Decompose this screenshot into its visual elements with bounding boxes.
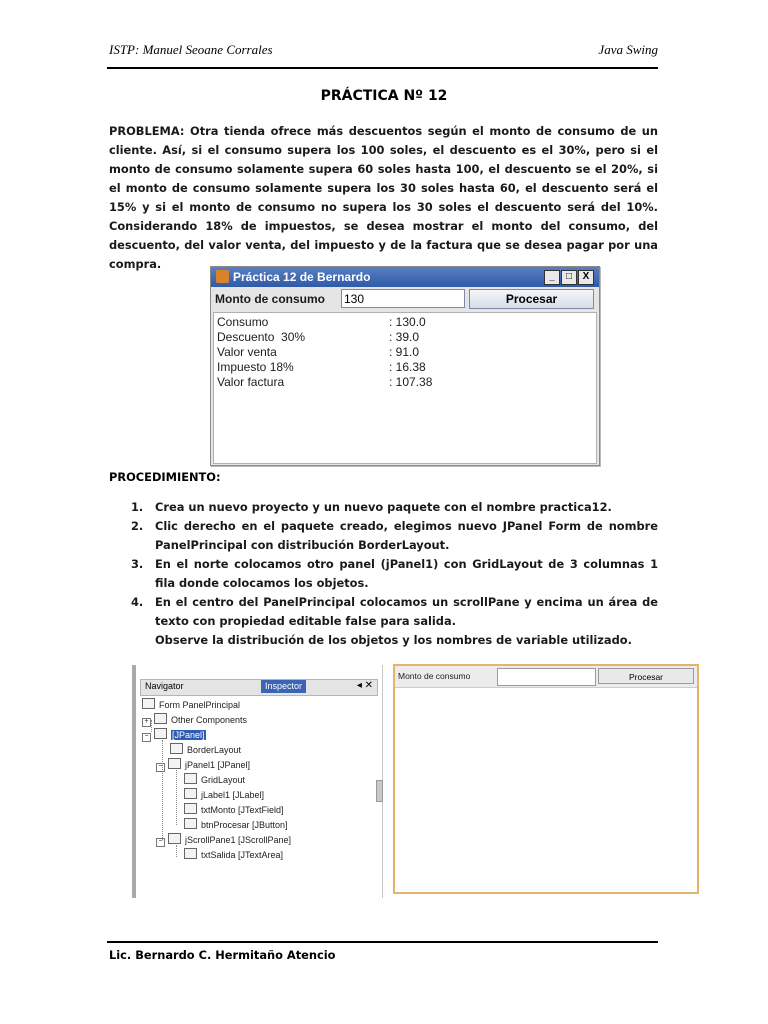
procedure-step [131, 593, 658, 631]
observe-note: Observe la distribución de los objetos y los nombres de variable utilizado. [155, 633, 632, 647]
minimize-button[interactable]: _ [544, 270, 560, 285]
header-right: Java Swing [598, 42, 658, 57]
output-key: Descuento 30% [217, 330, 306, 344]
inspector-panel [132, 665, 383, 898]
panel-icon [154, 728, 167, 739]
tree-item[interactable]: txtMonto [JTextField] [184, 803, 284, 817]
button-icon [184, 818, 197, 829]
header-rule [107, 67, 658, 69]
procedure-step [131, 498, 658, 517]
tree-item[interactable]: GridLayout [184, 773, 245, 787]
panel-icon [168, 758, 181, 769]
page-title: PRÁCTICA Nº 12 [320, 88, 448, 104]
layout-icon [170, 743, 183, 754]
problem-text: Otra tienda ofrece más descuentos según el monto de consumo de un cliente. Así, si el consumo supera los 100 soles, el descuento es el 30%, pero si el monto de consumo solamente supera 60 soles hasta 100, el descuento se el 20%, si el monto de consumo solamente supera los 30 soles hasta 60, el descuento será el 15% y si el monto de consumo no supera los 30 soles el descuento será del 10%. Considerando 18% de impuestos, se desea mostrar el monto del consumo, del descuento, del valor venta, del impuesto y de la factura que se desea pagar por una compra. [109, 124, 658, 271]
step-number: 2. [131, 519, 144, 533]
procedure-steps [131, 498, 658, 650]
window-titlebar [211, 267, 599, 287]
scrollpane-icon [168, 833, 181, 844]
monto-input[interactable]: 130 [341, 289, 465, 308]
form-preview [393, 664, 699, 894]
output-key: Valor factura [217, 375, 285, 389]
form-monto-label: Monto de consumo [398, 671, 471, 681]
form-monto-input[interactable] [497, 668, 596, 686]
java-window [210, 266, 600, 466]
header-left: ISTP: Manuel Seoane Corrales [109, 42, 273, 57]
collapse-icon[interactable]: − [142, 733, 151, 742]
tree-item[interactable]: txtSalida [JTextArea] [184, 848, 283, 862]
input-row [211, 287, 599, 311]
tree-item[interactable]: btnProcesar [JButton] [184, 818, 288, 832]
step-number: 3. [131, 557, 144, 571]
output-value: : 39.0 [389, 330, 420, 344]
output-value: : 130.0 [389, 315, 426, 329]
tree-item[interactable]: − jScrollPane1 [JScrollPane] [156, 833, 291, 847]
label-icon [184, 788, 197, 799]
output-key: Impuesto 18% [217, 360, 294, 374]
tree-item[interactable]: jLabel1 [JLabel] [184, 788, 264, 802]
problem-label: PROBLEMA: [109, 124, 185, 138]
textfield-icon [184, 803, 197, 814]
step-number: 1. [131, 500, 144, 514]
form-procesar-button[interactable]: Procesar [598, 668, 694, 684]
footer-author: Lic. Bernardo C. Hermitaño Atencio [109, 948, 336, 962]
output-value: : 16.38 [389, 360, 426, 374]
inspector-tabbar [140, 679, 378, 696]
monto-label: Monto de consumo [215, 292, 325, 306]
collapse-icon[interactable]: − [156, 763, 165, 772]
window-title: Práctica 12 de Bernardo [233, 270, 371, 284]
tree-item[interactable]: − jPanel1 [JPanel] [156, 758, 250, 772]
tab-navigator[interactable]: Navigator [145, 681, 184, 691]
java-cup-icon [216, 270, 229, 283]
close-button[interactable]: X [578, 270, 594, 285]
components-icon [154, 713, 167, 724]
expand-icon[interactable]: + [142, 718, 151, 727]
tree-guide [162, 740, 163, 840]
step-text: Clic derecho en el paquete creado, elegimos nuevo JPanel Form de nombre PanelPrincipal con distribución BorderLayout. [155, 519, 658, 552]
output-value: : 91.0 [389, 345, 420, 359]
tree-item[interactable]: + Other Components [142, 713, 247, 727]
procedure-step [131, 555, 658, 593]
tree-item[interactable]: − [JPanel] [142, 728, 206, 742]
form-preview-row [395, 666, 697, 688]
output-textarea[interactable] [213, 312, 597, 464]
collapse-icon[interactable]: − [156, 838, 165, 847]
step-text: En el centro del PanelPrincipal colocamos un scrollPane y encima un área de texto con propiedad editable false para salida. [155, 595, 658, 628]
step-text: En el norte colocamos otro panel (jPanel1) con GridLayout de 3 columnas 1 fila donde colocamos los objetos. [155, 557, 658, 590]
procesar-button[interactable]: Procesar [469, 289, 594, 309]
output-key: Valor venta [217, 345, 277, 359]
tree-item[interactable]: Form PanelPrincipal [142, 698, 240, 712]
procedure-step [131, 517, 658, 555]
tree-guide [176, 770, 177, 825]
grid-icon [184, 773, 197, 784]
form-icon [142, 698, 155, 709]
step-number: 4. [131, 595, 144, 609]
problem-paragraph [109, 122, 658, 274]
scrollbar-thumb[interactable] [376, 780, 383, 802]
step-text: Crea un nuevo proyecto y un nuevo paquete con el nombre practica12. [155, 500, 612, 514]
output-key: Consumo [217, 315, 269, 329]
output-value: : 107.38 [389, 375, 433, 389]
procedure-heading: PROCEDIMIENTO: [109, 470, 221, 484]
maximize-button[interactable]: □ [561, 270, 577, 285]
tree-item[interactable]: BorderLayout [170, 743, 241, 757]
textarea-icon [184, 848, 197, 859]
footer-rule [107, 941, 658, 943]
panel-controls[interactable]: ◂ ✕ [356, 680, 373, 691]
tab-inspector[interactable]: Inspector [261, 680, 306, 693]
